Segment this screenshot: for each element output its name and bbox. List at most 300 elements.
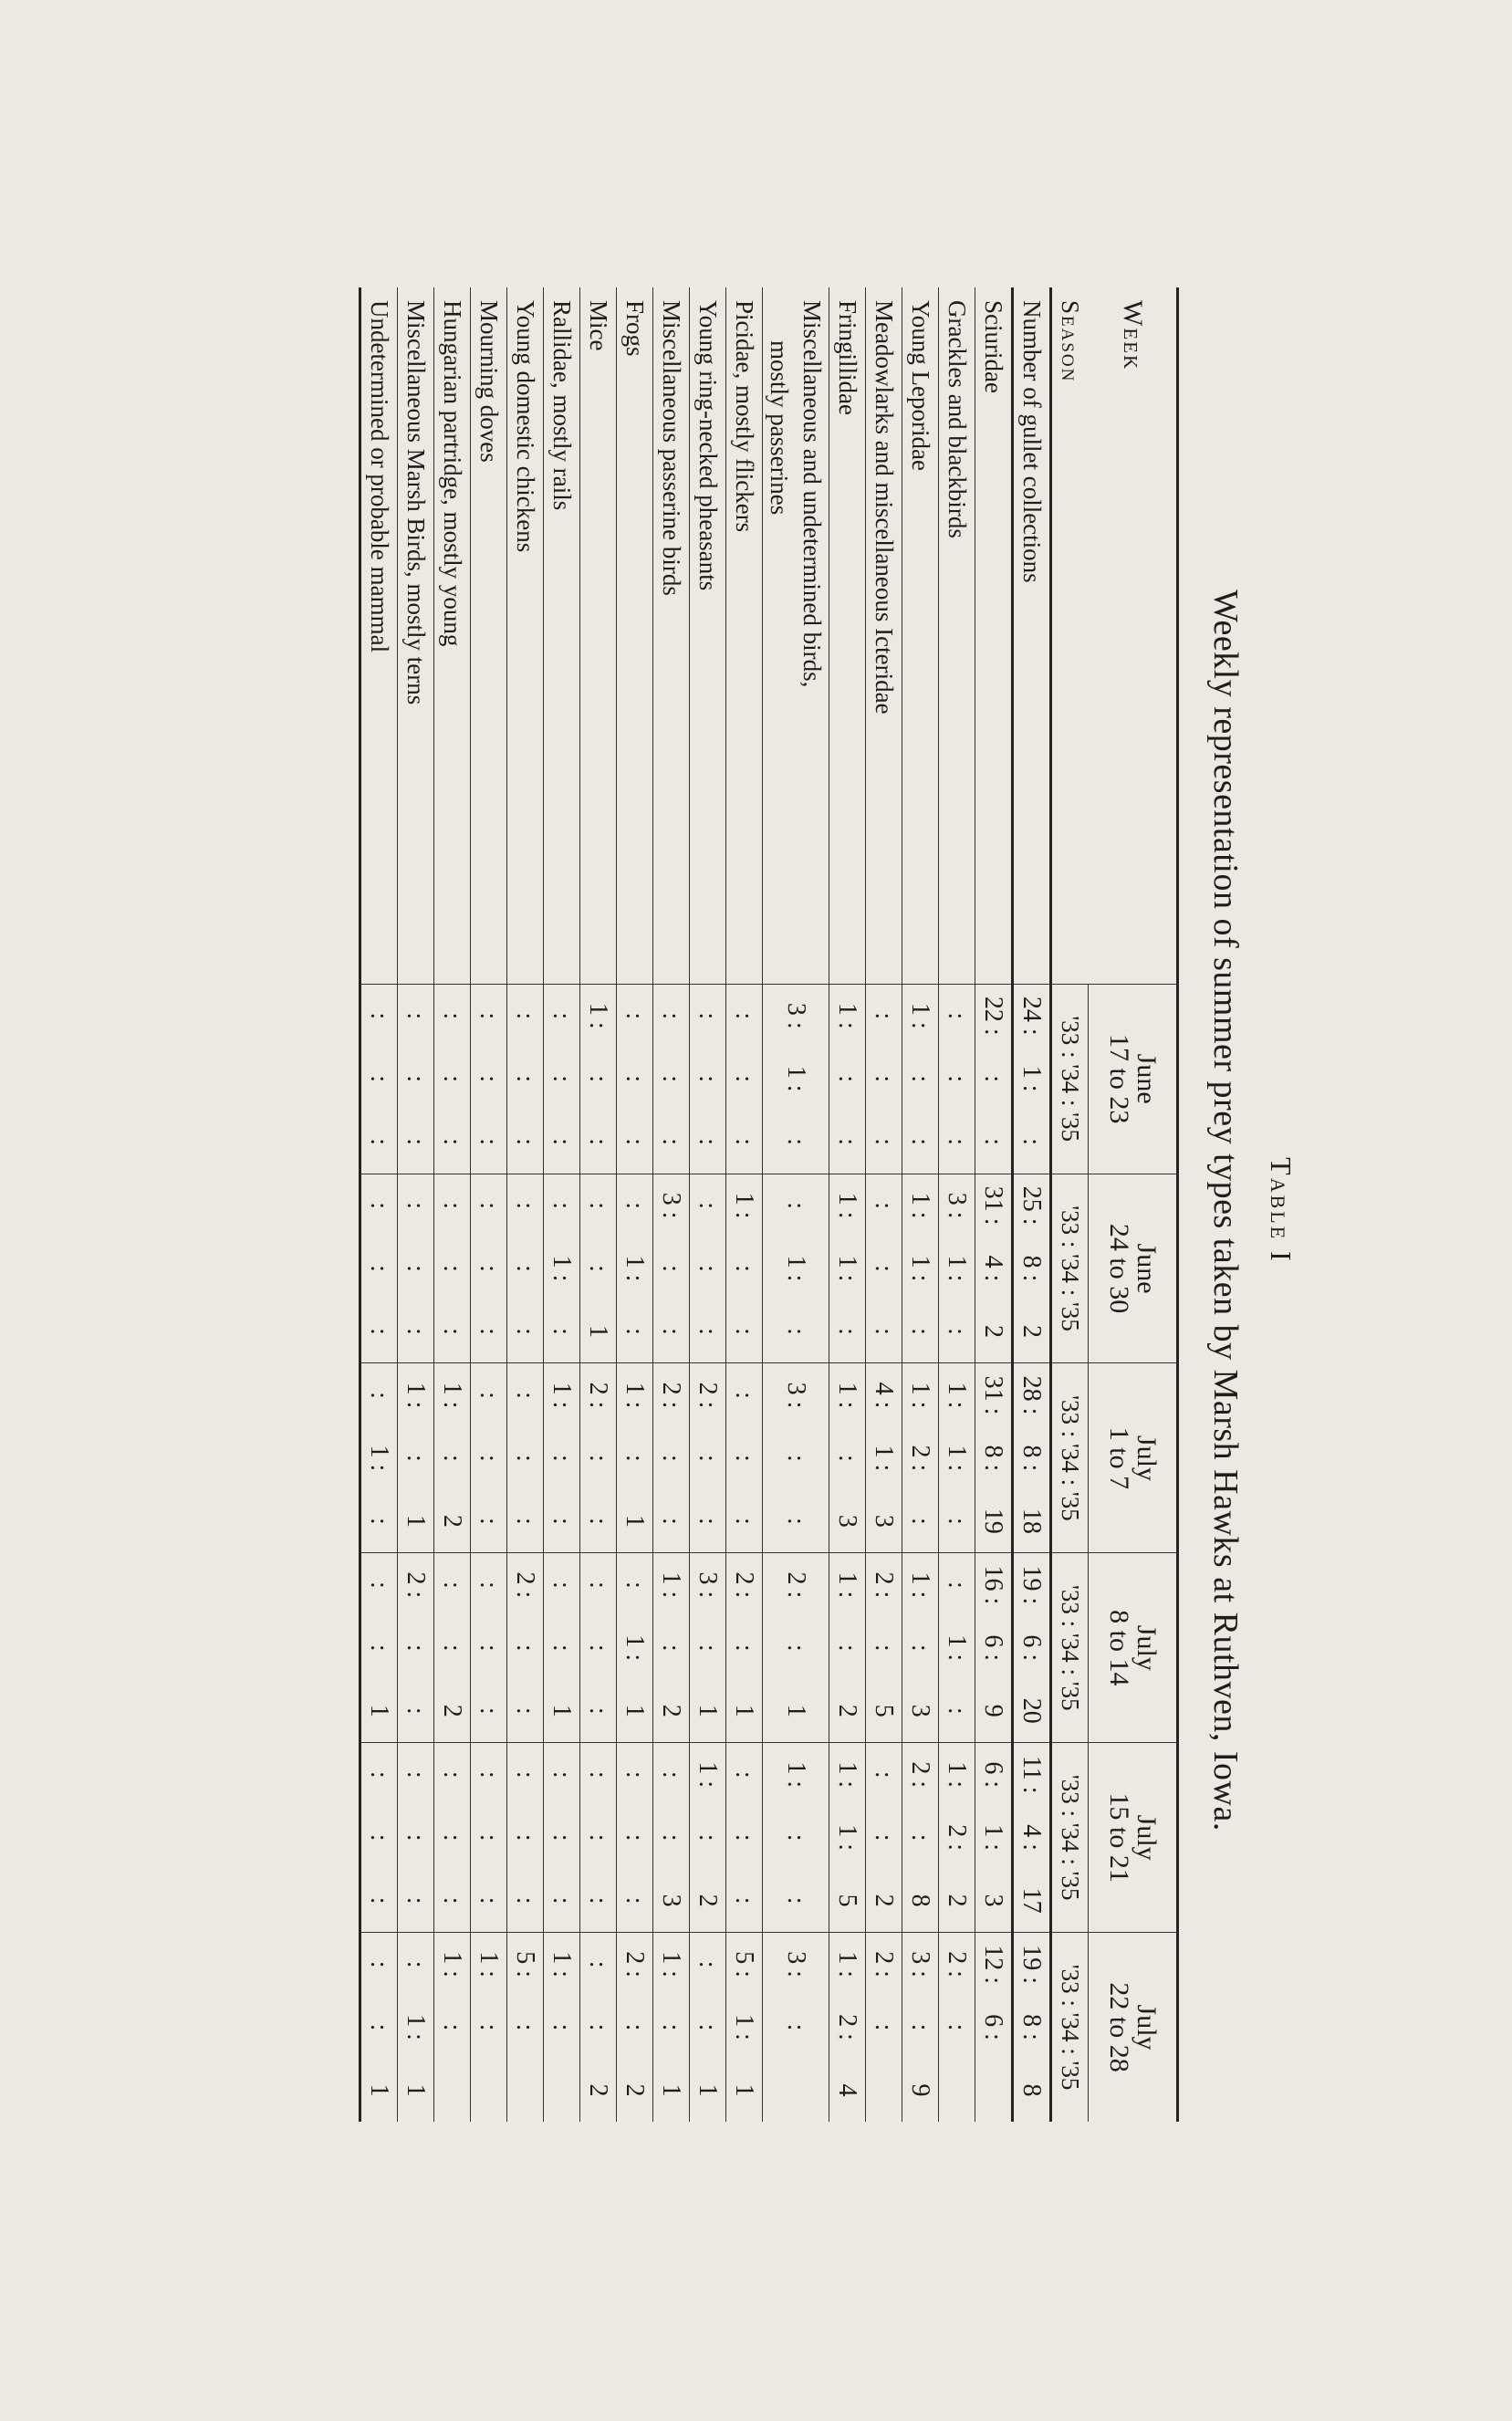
cell-value: : [507, 1363, 544, 1426]
cell-value: 17 [1013, 1869, 1051, 1932]
cell-value: : [726, 1426, 763, 1489]
cell-value: : [580, 1869, 617, 1932]
cell-value: 6 : [975, 1743, 1013, 1806]
row-label [902, 287, 939, 984]
cell-value: : [507, 1996, 544, 2059]
cell-value: : [617, 1869, 653, 1932]
cell-value: : [617, 1299, 653, 1362]
row-label-text: Mourning doves [475, 300, 503, 463]
cell-value: : [360, 1743, 398, 1806]
table-title: Weekly representation of summer prey types taken by Marsh Hawks at Ruthven, Iowa. [1206, 590, 1245, 1831]
cell-value: 1 [544, 1679, 580, 1742]
cell-value: : [653, 1299, 690, 1362]
cell-value: 2 : [580, 1363, 617, 1426]
season-years: '33 : '34 : '35 [1051, 1743, 1089, 1933]
prey-table [359, 287, 1179, 2122]
cell-value: : [471, 1996, 507, 2059]
cell-value: : [726, 984, 763, 1047]
week-col-header: June 24 to 30 [1089, 1174, 1178, 1363]
cell-value: : [398, 1616, 434, 1679]
cell-value: 24 : [1013, 984, 1051, 1047]
cell-value: : [398, 1679, 434, 1742]
cell-value: 1 : [902, 1363, 939, 1426]
cell-value: : [653, 1489, 690, 1552]
row-label [580, 287, 617, 984]
cell-value: : [434, 984, 471, 1047]
cell-value: : [544, 1869, 580, 1932]
cell-value: : [507, 1111, 544, 1174]
cell-value: : [617, 1743, 653, 1806]
cell-value: 1 : [829, 1553, 866, 1616]
cell-value: 1 : [471, 1933, 507, 1996]
week-col-header: July 8 to 14 [1089, 1553, 1178, 1743]
cell-value: : [653, 1426, 690, 1489]
cell-value: : [866, 1996, 902, 2059]
cell-value: : [690, 1174, 726, 1237]
cell-value: : [434, 1174, 471, 1237]
cell-value: 1 : [398, 1363, 434, 1426]
cell-value: : [398, 1237, 434, 1300]
cell-value: : [434, 1553, 471, 1616]
table-row [1013, 287, 1051, 2122]
cell-value: : [690, 1299, 726, 1362]
cell-value: : [653, 1996, 690, 2059]
cell-value: : [690, 1933, 726, 1996]
cell-value: : [902, 1111, 939, 1174]
table-row [617, 287, 653, 2122]
row-label [360, 287, 398, 984]
cell-value: : [653, 1806, 690, 1869]
cell-value: 2 : [690, 1363, 726, 1426]
cell-value: 1 : [617, 1616, 653, 1679]
cell-value: : [726, 1616, 763, 1679]
cell-value: 19 : [1013, 1553, 1051, 1616]
cell-value: : [360, 1048, 398, 1111]
cell-value: 4 : [866, 1363, 902, 1426]
row-label [471, 287, 507, 984]
cell-value: : [507, 1806, 544, 1869]
table-row [763, 287, 829, 2122]
cell-value: 1 : [653, 1553, 690, 1616]
table-row [398, 287, 434, 2122]
cell-value: : [726, 1111, 763, 1174]
cell-value [544, 2059, 580, 2122]
cell-value: : [617, 1426, 653, 1489]
cell-value: : [763, 1111, 829, 1174]
row-label [1013, 287, 1051, 984]
cell-value: 1 : [617, 1237, 653, 1300]
cell-value: : [690, 1237, 726, 1300]
cell-value: : [763, 1806, 829, 1869]
cell-value: : [507, 1174, 544, 1237]
cell-value: : [434, 1111, 471, 1174]
cell-value: 2 [1013, 1299, 1051, 1362]
cell-value: 28 : [1013, 1363, 1051, 1426]
cell-value: : [471, 1048, 507, 1111]
cell-value [763, 2059, 829, 2122]
cell-value: : [471, 1743, 507, 1806]
cell-value: : [434, 1426, 471, 1489]
cell-value: : [544, 1048, 580, 1111]
cell-value: : [829, 1426, 866, 1489]
cell-value: 9 [975, 1679, 1013, 1742]
cell-value: : [726, 1489, 763, 1552]
cell-value: : [939, 984, 975, 1047]
cell-value: : [507, 1743, 544, 1806]
cell-value: 18 [1013, 1489, 1051, 1552]
season-years: '33 : '34 : '35 [1051, 1933, 1089, 2122]
cell-value: 1 : [939, 1363, 975, 1426]
cell-value: : [507, 1869, 544, 1932]
cell-value: : [690, 984, 726, 1047]
row-label-text: Mice [585, 300, 612, 351]
cell-value: 1 : [939, 1743, 975, 1806]
cell-value: : [617, 1553, 653, 1616]
cell-value: 1 : [829, 1933, 866, 1996]
cell-value: 2 : [507, 1553, 544, 1616]
cell-value: : [580, 1237, 617, 1300]
cell-value: : [471, 1869, 507, 1932]
cell-value: : [398, 1426, 434, 1489]
cell-value: : [360, 1489, 398, 1552]
cell-value: : [398, 1299, 434, 1362]
cell-value: 1 : [829, 1743, 866, 1806]
cell-value: 8 [1013, 2059, 1051, 2122]
table-row [580, 287, 617, 2122]
cell-value: 1 : [544, 1363, 580, 1426]
cell-value: : [471, 984, 507, 1047]
cell-value: : [763, 1489, 829, 1552]
cell-value: : [544, 1174, 580, 1237]
season-years: '33 : '34 : '35 [1051, 1553, 1089, 1743]
cell-value: 20 [1013, 1679, 1051, 1742]
cell-value: 2 : [653, 1363, 690, 1426]
week-col-header: June 17 to 23 [1089, 984, 1178, 1174]
table-row [471, 287, 507, 2122]
cell-value: : [866, 1806, 902, 1869]
cell-value: : [360, 1237, 398, 1300]
table-row [690, 287, 726, 2122]
cell-value: 1 : [939, 1426, 975, 1489]
cell-value: : [653, 1743, 690, 1806]
cell-value: : [360, 1299, 398, 1362]
cell-value [866, 2059, 902, 2122]
cell-value: 1 [617, 1489, 653, 1552]
cell-value: : [866, 1237, 902, 1300]
cell-value: : [544, 1489, 580, 1552]
table-row [726, 287, 763, 2122]
cell-value: : [580, 1489, 617, 1552]
cell-value: : [726, 1237, 763, 1300]
cell-value: 1 : [939, 1237, 975, 1300]
cell-value: 3 [902, 1679, 939, 1742]
cell-value: 2 [617, 2059, 653, 2122]
table-label: Table I [1265, 1157, 1298, 1264]
row-label [617, 287, 653, 984]
cell-value: 3 : [939, 1174, 975, 1237]
cell-value: 2 [434, 1489, 471, 1552]
row-label [507, 287, 544, 984]
cell-value: : [544, 1806, 580, 1869]
cell-value: : [544, 1426, 580, 1489]
cell-value: : [544, 1111, 580, 1174]
cell-value: : [939, 1111, 975, 1174]
row-label [726, 287, 763, 984]
cell-value: : [434, 1616, 471, 1679]
cell-value: 12 : [975, 1933, 1013, 1996]
cell-value: 1 : [434, 1933, 471, 1996]
cell-value: 3 : [763, 984, 829, 1047]
cell-value: : [763, 1616, 829, 1679]
table-row [360, 287, 398, 2122]
cell-value: 1 [617, 1679, 653, 1742]
cell-value: 1 : [829, 1174, 866, 1237]
cell-value: 3 [829, 1489, 866, 1552]
cell-value: 5 [866, 1679, 902, 1742]
cell-value: 1 : [902, 984, 939, 1047]
row-label-text: Miscellaneous passerine birds [658, 300, 685, 596]
cell-value: 2 [829, 1679, 866, 1742]
row-label [829, 287, 866, 984]
cell-value: 1 [360, 2059, 398, 2122]
cell-value: : [398, 1869, 434, 1932]
row-label [544, 287, 580, 984]
cell-value: : [360, 1806, 398, 1869]
cell-value: 1 : [763, 1048, 829, 1111]
cell-value: 2 [434, 1679, 471, 1742]
week-col-header: July 1 to 7 [1089, 1363, 1178, 1553]
cell-value: 1 : [829, 1363, 866, 1426]
cell-value: : [434, 1048, 471, 1111]
row-label-text: Miscellaneous and undetermined birds, [798, 300, 826, 688]
cell-value: 4 [829, 2059, 866, 2122]
cell-value: 1 : [866, 1426, 902, 1489]
row-label-text: Picidae, mostly flickers [731, 300, 758, 533]
cell-value: : [471, 1616, 507, 1679]
cell-value: : [507, 1489, 544, 1552]
cell-value: 2 : [902, 1743, 939, 1806]
cell-value: : [434, 1743, 471, 1806]
week-col-header: July 15 to 21 [1089, 1743, 1178, 1933]
cell-value: : [866, 1174, 902, 1237]
table-row [939, 287, 975, 2122]
cell-value: 1 : [726, 1174, 763, 1237]
cell-value: 1 : [902, 1553, 939, 1616]
cell-value: : [471, 1679, 507, 1742]
cell-value: : [360, 1869, 398, 1932]
cell-value [939, 2059, 975, 2122]
cell-value: : [580, 1111, 617, 1174]
table-row [902, 287, 939, 2122]
cell-value: : [580, 1996, 617, 2059]
cell-value: : [829, 1111, 866, 1174]
cell-value: : [617, 1806, 653, 1869]
cell-value: : [360, 1174, 398, 1237]
cell-value: : [726, 1363, 763, 1426]
cell-value: 2 : [939, 1933, 975, 1996]
cell-value: : [507, 1048, 544, 1111]
cell-value: 1 [726, 2059, 763, 2122]
cell-value: : [471, 1363, 507, 1426]
cell-value: : [726, 1743, 763, 1806]
cell-value: : [471, 1426, 507, 1489]
cell-value: : [580, 1743, 617, 1806]
cell-value: : [690, 1048, 726, 1111]
cell-value: : [975, 1111, 1013, 1174]
cell-value: : [617, 1111, 653, 1174]
cell-value: 1 : [434, 1363, 471, 1426]
row-label-continuation: mostly passerines [766, 340, 793, 516]
cell-value: : [726, 1048, 763, 1111]
cell-value: 3 [975, 1869, 1013, 1932]
cell-value: 3 [653, 1869, 690, 1932]
row-label-text: Fringillidae [834, 300, 861, 415]
cell-value: : [360, 1616, 398, 1679]
cell-value: : [902, 1806, 939, 1869]
row-label-text: Sciuridae [980, 300, 1007, 393]
cell-value [471, 2059, 507, 2122]
cell-value: 1 : [763, 1237, 829, 1300]
cell-value: : [544, 1299, 580, 1362]
cell-value: 1 : [617, 1363, 653, 1426]
cell-value: 1 : [544, 1237, 580, 1300]
cell-value: 2 : [763, 1553, 829, 1616]
cell-value: : [763, 1996, 829, 2059]
cell-value: 2 [580, 2059, 617, 2122]
cell-value: : [580, 1679, 617, 1742]
cell-value: 1 : [975, 1806, 1013, 1869]
cell-value: : [507, 984, 544, 1047]
cell-value: 9 [902, 2059, 939, 2122]
cell-value: : [398, 1933, 434, 1996]
cell-value: : [726, 1806, 763, 1869]
cell-value: : [360, 984, 398, 1047]
cell-value: : [544, 984, 580, 1047]
cell-value: 6 : [1013, 1616, 1051, 1679]
cell-value: : [580, 1933, 617, 1996]
cell-value: : [653, 1237, 690, 1300]
cell-value: 16 : [975, 1553, 1013, 1616]
cell-value: : [471, 1489, 507, 1552]
cell-value: : [434, 1869, 471, 1932]
cell-value: 1 : [690, 1743, 726, 1806]
cell-value: : [507, 1616, 544, 1679]
cell-value: 3 : [653, 1174, 690, 1237]
cell-value: 11 : [1013, 1743, 1051, 1806]
row-label [975, 287, 1013, 984]
cell-value: : [617, 1174, 653, 1237]
cell-value: : [690, 1616, 726, 1679]
cell-value: 3 : [763, 1363, 829, 1426]
cell-value: : [360, 1553, 398, 1616]
cell-value: : [866, 1743, 902, 1806]
season-years: '33 : '34 : '35 [1051, 1174, 1089, 1363]
cell-value: : [866, 1616, 902, 1679]
cell-value: : [434, 1299, 471, 1362]
cell-value: 1 [763, 1679, 829, 1742]
cell-value: 1 : [544, 1933, 580, 1996]
cell-value: : [544, 1743, 580, 1806]
cell-value: 2 [975, 1299, 1013, 1362]
cell-value: : [653, 1111, 690, 1174]
cell-value: 2 : [902, 1426, 939, 1489]
cell-value: 6 : [975, 1616, 1013, 1679]
cell-value: : [902, 1489, 939, 1552]
cell-value: 2 [866, 1869, 902, 1932]
cell-value: : [690, 1111, 726, 1174]
row-label-text: Hungarian partridge, mostly young [439, 300, 466, 647]
cell-value: 3 [866, 1489, 902, 1552]
cell-value: : [690, 1489, 726, 1552]
cell-value: : [398, 1174, 434, 1237]
cell-value: : [866, 1299, 902, 1362]
cell-value: 8 : [975, 1426, 1013, 1489]
cell-value: 1 : [829, 1237, 866, 1300]
cell-value: 1 : [360, 1426, 398, 1489]
cell-value: 1 [690, 1679, 726, 1742]
cell-value: : [690, 1806, 726, 1869]
table-row [434, 287, 471, 2122]
season-header: Season [1051, 287, 1089, 984]
cell-value: 2 : [617, 1933, 653, 1996]
cell-value: : [902, 1616, 939, 1679]
cell-value: : [726, 1869, 763, 1932]
cell-value: : [398, 984, 434, 1047]
cell-value: 2 : [726, 1553, 763, 1616]
row-label [653, 287, 690, 984]
cell-value: : [471, 1174, 507, 1237]
cell-value: 5 : [507, 1933, 544, 1996]
cell-value: : [763, 1174, 829, 1237]
row-label [939, 287, 975, 984]
table-row [544, 287, 580, 2122]
cell-value: : [471, 1553, 507, 1616]
cell-value: : [1013, 1111, 1051, 1174]
row-label [398, 287, 434, 984]
cell-value: : [434, 1806, 471, 1869]
cell-value: 1 : [1013, 1048, 1051, 1111]
cell-value: : [507, 1237, 544, 1300]
cell-value: : [763, 1869, 829, 1932]
cell-value: : [939, 1553, 975, 1616]
cell-value: 1 [653, 2059, 690, 2122]
row-label-text: Young Leporidae [907, 300, 934, 471]
cell-value: : [902, 1299, 939, 1362]
cell-value: 1 : [829, 1806, 866, 1869]
cell-value: : [580, 1048, 617, 1111]
cell-value: 2 [653, 1679, 690, 1742]
cell-value: : [866, 984, 902, 1047]
row-label-text: Rallidae, mostly rails [548, 300, 576, 511]
cell-value: 1 : [763, 1743, 829, 1806]
cell-value: 31 : [975, 1363, 1013, 1426]
cell-value: : [975, 1048, 1013, 1111]
cell-value: 25 : [1013, 1174, 1051, 1237]
cell-value: 1 : [939, 1616, 975, 1679]
cell-value: 2 : [829, 1996, 866, 2059]
cell-value: 2 : [866, 1933, 902, 1996]
table-row [507, 287, 544, 2122]
cell-value: 5 [829, 1869, 866, 1932]
cell-value [507, 2059, 544, 2122]
cell-value: 3 : [690, 1553, 726, 1616]
cell-value: 3 : [902, 1933, 939, 1996]
cell-value: : [580, 1616, 617, 1679]
row-label-text: Young domestic chickens [512, 300, 539, 553]
cell-value: : [580, 1553, 617, 1616]
cell-value: 5 : [726, 1933, 763, 1996]
cell-value: : [653, 1048, 690, 1111]
